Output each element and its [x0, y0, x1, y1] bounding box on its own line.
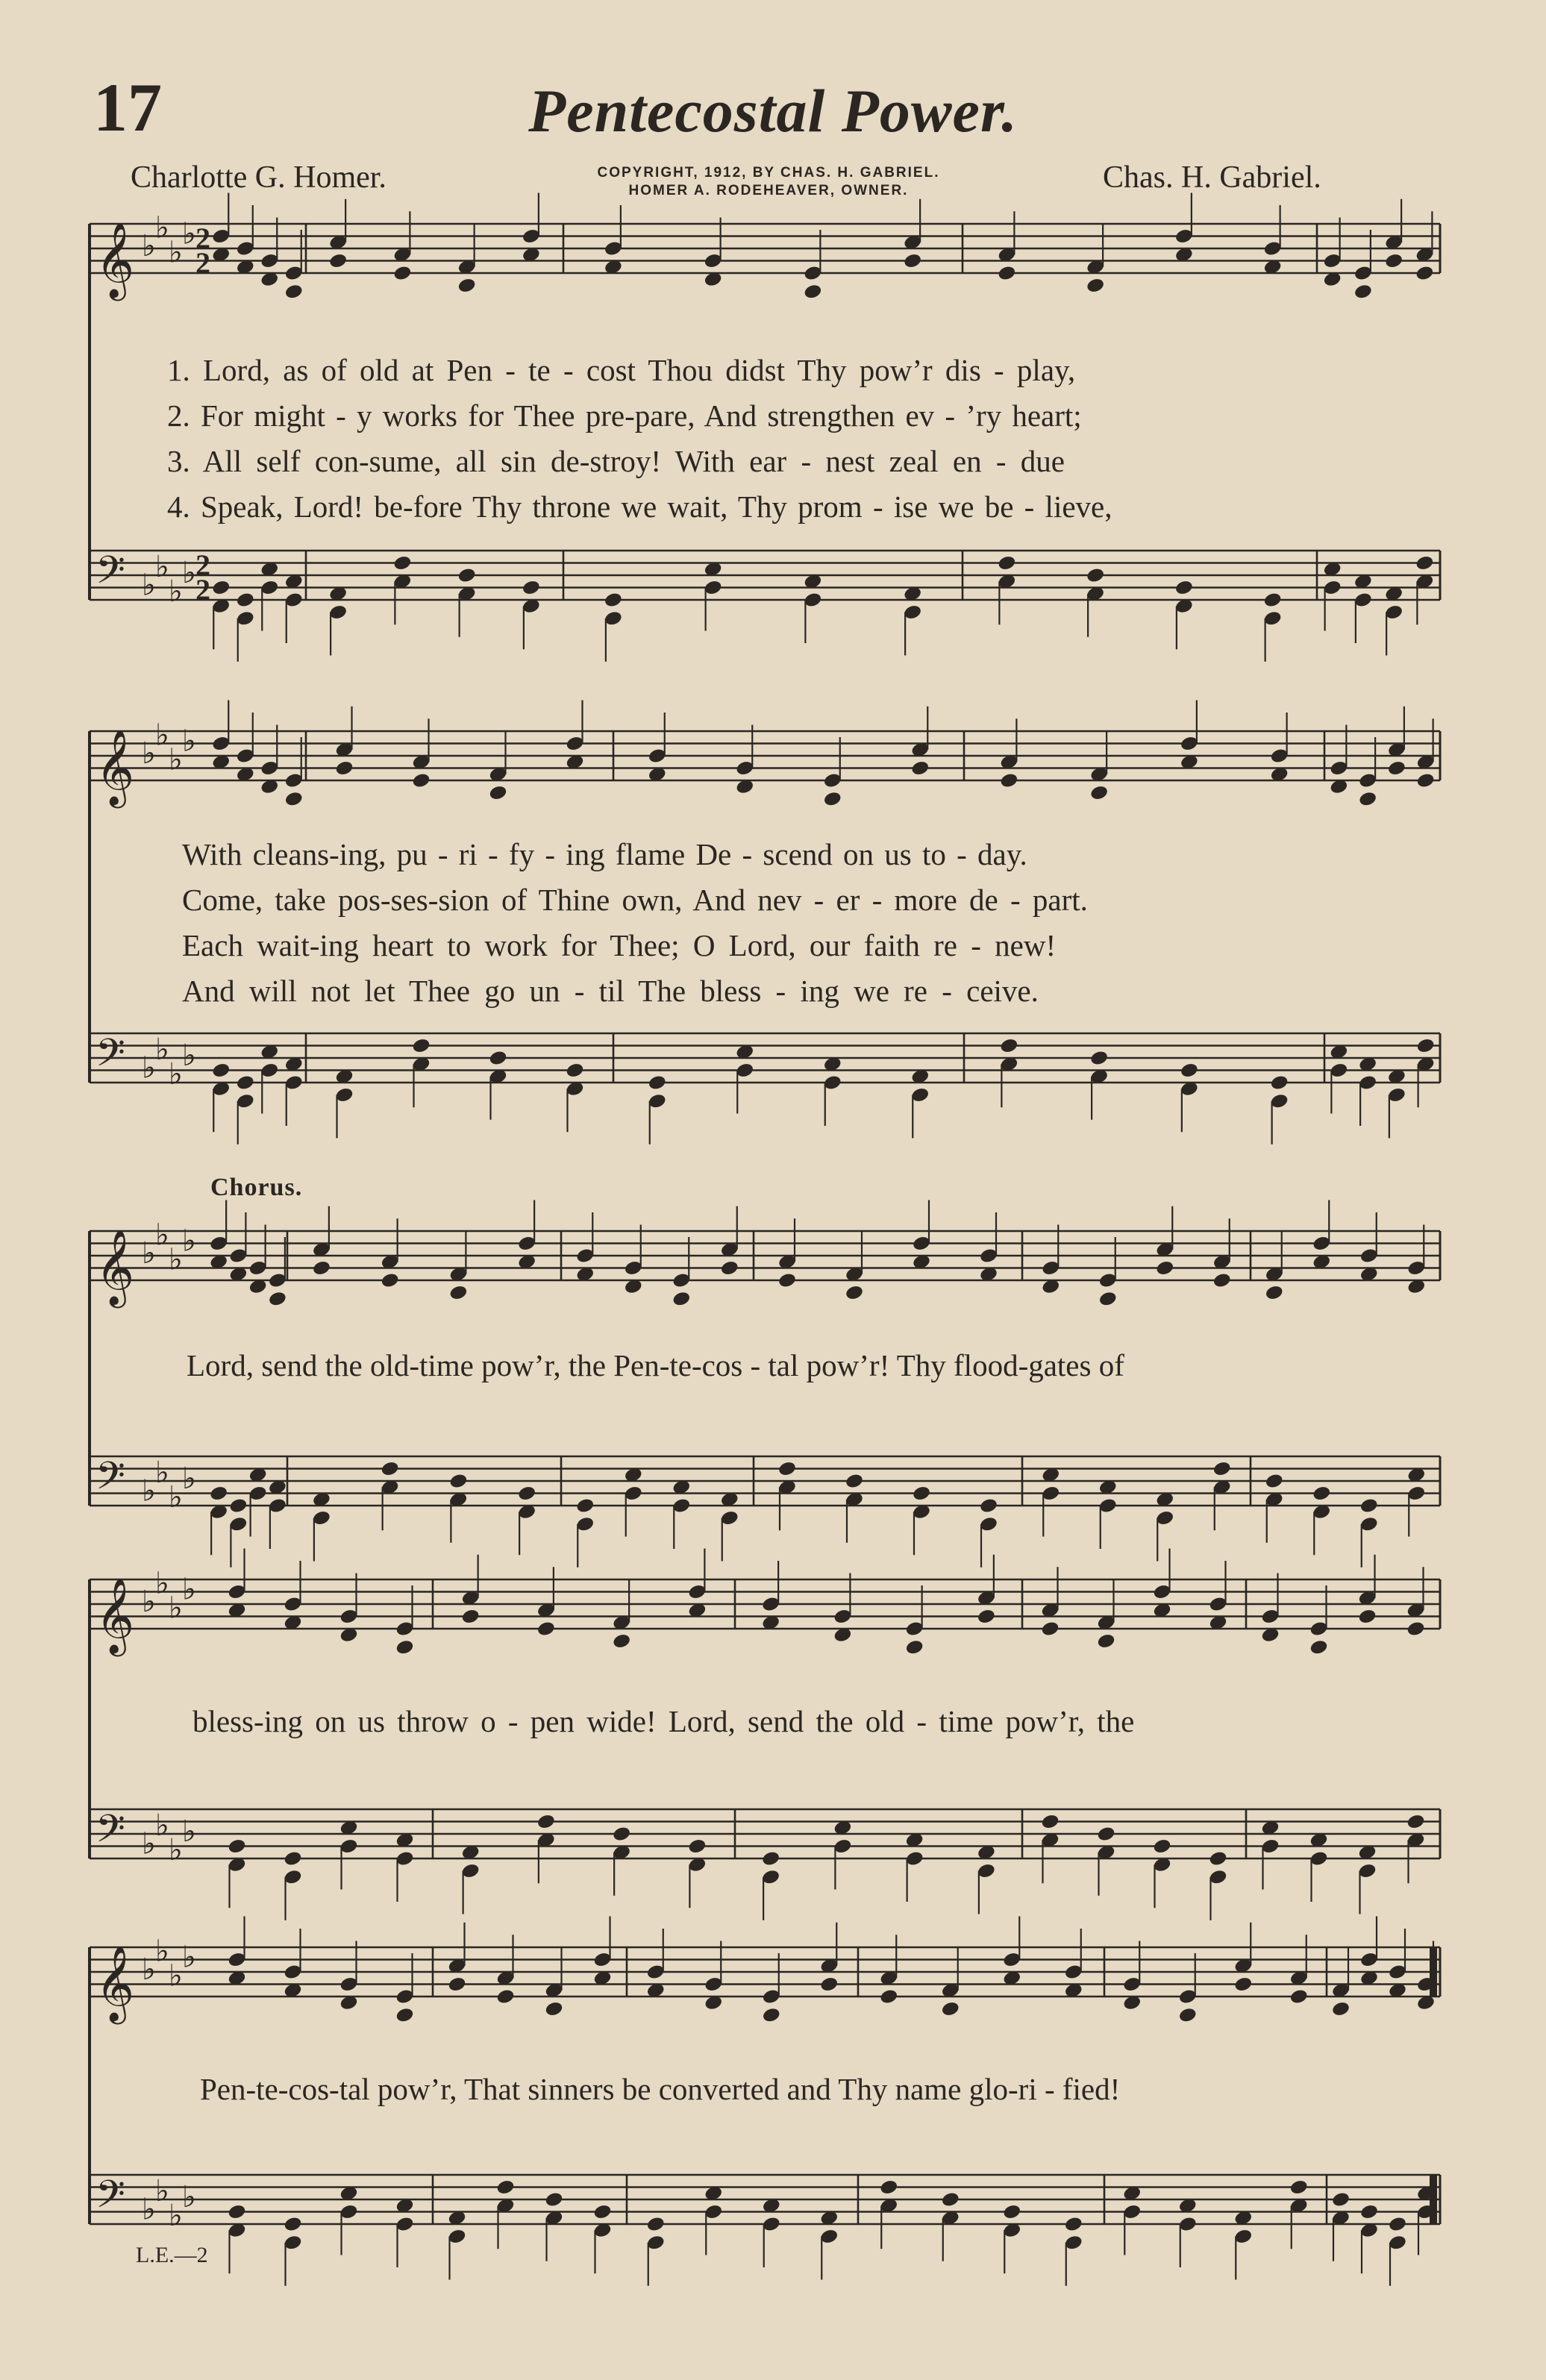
notehead: [1265, 1473, 1284, 1490]
composer-credit: Chas. H. Gabriel.: [1103, 160, 1321, 195]
notehead: [284, 790, 304, 807]
flat-sign-icon: ♭: [182, 1224, 196, 1259]
notehead: [1270, 1074, 1289, 1092]
page-footer: L.E.—2: [136, 2243, 208, 2267]
flat-sign-icon: ♭: [182, 724, 196, 759]
notehead: [819, 1976, 839, 1993]
notehead: [1309, 1638, 1328, 1656]
notehead: [941, 2000, 960, 2017]
notehead: [227, 1838, 246, 1855]
notehead: [268, 1290, 287, 1307]
notehead: [1263, 592, 1283, 609]
notehead: [823, 790, 842, 807]
notehead: [544, 2000, 563, 2017]
copyright-line: COPYRIGHT, 1912, BY CHAS. H. GABRIEL.: [597, 165, 940, 181]
notehead: [1064, 2216, 1083, 2233]
notehead: [777, 1272, 797, 1289]
notehead: [536, 1813, 556, 1830]
notehead: [328, 252, 348, 269]
time-signature: 2: [195, 548, 210, 582]
notehead: [1415, 265, 1434, 282]
verse-3-line-2: Each wait-ing heart to work for Thee; O Lord, our faith re - new!: [182, 928, 1057, 962]
notehead: [903, 252, 922, 269]
flat-sign-icon: ♭: [182, 1572, 196, 1607]
notehead: [592, 2203, 612, 2220]
notehead: [395, 2006, 414, 2023]
flat-sign-icon: ♭: [155, 2173, 169, 2208]
notehead: [941, 2191, 960, 2208]
notehead: [604, 592, 623, 609]
bass-clef-icon: 𝄢: [96, 2171, 125, 2226]
notehead: [1212, 1460, 1232, 1477]
copyright-notice: [522, 164, 1015, 200]
notehead: [411, 772, 431, 789]
verse-4-line-2: And will not let Thee go un - til The bless - ing we re - ceive.: [182, 974, 1039, 1008]
flat-sign-icon: ♭: [142, 1826, 156, 1861]
flat-sign-icon: ♭: [142, 1236, 156, 1271]
time-signature: 2: [195, 573, 210, 607]
notehead: [1098, 1290, 1118, 1307]
final-barline: [1430, 2175, 1437, 2224]
chorus-line-2: bless-ing on us throw o - pen wide! Lord, send the old - time pow’r, the: [193, 1704, 1135, 1738]
flat-sign-icon: ♭: [142, 2192, 156, 2227]
notehead: [1331, 2000, 1351, 2017]
flat-sign-icon: ♭: [182, 1814, 196, 1849]
notehead: [803, 283, 822, 300]
notehead: [488, 1050, 507, 1067]
flat-sign-icon: ♭: [142, 568, 156, 603]
flat-sign-icon: ♭: [169, 1832, 183, 1867]
notehead: [457, 277, 477, 294]
notehead: [997, 554, 1016, 571]
notehead: [1388, 2216, 1407, 2233]
notehead: [1384, 252, 1403, 269]
flat-sign-icon: ♭: [142, 1585, 156, 1619]
hymn-title: Pentecostal Power.: [528, 77, 1018, 145]
chorus-line-1: Lord, send the old-time pow’r, the Pen-te-cos - tal pow’r! Thy flood-gates of: [187, 1348, 1124, 1382]
verse-1-line-2: With cleans-ing, pu - ri - fy - ing flame De - scend on us to - day.: [182, 837, 1027, 871]
notehead: [381, 1460, 400, 1477]
notehead: [777, 1460, 797, 1477]
notehead: [211, 579, 231, 596]
notehead: [845, 1284, 864, 1301]
notehead: [1040, 1620, 1060, 1638]
flat-sign-icon: ♭: [142, 1050, 156, 1086]
notehead: [1387, 760, 1406, 777]
notehead: [979, 1497, 998, 1515]
notehead: [910, 760, 930, 777]
flat-sign-icon: ♭: [155, 1934, 169, 1969]
flat-sign-icon: ♭: [142, 736, 156, 771]
notehead: [575, 1497, 595, 1515]
flat-sign-icon: ♭: [155, 1808, 169, 1843]
notehead: [395, 1638, 414, 1656]
notehead: [544, 2191, 563, 2208]
notehead: [1357, 1608, 1377, 1625]
flat-sign-icon: ♭: [169, 2198, 183, 2233]
notehead: [334, 760, 354, 777]
time-signature: 2: [195, 222, 210, 255]
bass-clef-icon: 𝄢: [96, 1806, 125, 1861]
notehead: [457, 567, 477, 584]
notehead: [1312, 1485, 1331, 1502]
flat-sign-icon: ♭: [155, 549, 169, 584]
notehead: [762, 2006, 781, 2023]
flat-sign-icon: ♭: [155, 1566, 169, 1601]
notehead: [1152, 1838, 1171, 1855]
notehead: [447, 1976, 466, 1993]
bass-clef-icon: 𝄢: [96, 547, 125, 602]
notehead: [905, 1638, 924, 1656]
notehead: [565, 1062, 584, 1079]
notehead: [1208, 1850, 1227, 1867]
treble-clef-icon: 𝄞: [96, 221, 135, 298]
copyright-line: HOMER A. RODEHEAVER, OWNER.: [628, 183, 909, 198]
notehead: [1096, 1826, 1115, 1843]
notehead: [1358, 790, 1377, 807]
notehead: [1289, 1988, 1309, 2005]
flat-sign-icon: ♭: [169, 235, 183, 270]
notehead: [845, 1473, 864, 1490]
notehead: [912, 1485, 931, 1502]
time-signature: 2: [195, 246, 210, 280]
notehead: [1416, 772, 1436, 789]
flat-sign-icon: ♭: [182, 216, 196, 251]
notehead: [522, 579, 541, 596]
notehead: [612, 1632, 631, 1650]
notehead: [495, 2179, 515, 2196]
notehead: [1406, 1620, 1425, 1638]
flat-sign-icon: ♭: [182, 1940, 196, 1975]
notehead: [312, 1259, 331, 1277]
flat-sign-icon: ♭: [155, 718, 169, 753]
notehead: [411, 1037, 431, 1054]
chorus-label: Chorus.: [210, 1174, 303, 1201]
notehead: [1415, 554, 1434, 571]
verse-2-line-1: 2. For might - y works for Thee pre-pare, And strengthen ev - ’ry heart;: [167, 398, 1082, 433]
verse-2-line-2: Come, take pos-ses-sion of Thine own, And nev - er - more de - part.: [182, 883, 1088, 917]
flat-sign-icon: ♭: [155, 1032, 169, 1067]
flat-sign-icon: ♭: [169, 1242, 183, 1277]
verse-4-line-1: 4. Speak, Lord! be-fore Thy throne we wait, Thy prom - ise we be - lieve,: [167, 489, 1112, 524]
notehead: [211, 1062, 231, 1079]
notehead: [1359, 1497, 1379, 1515]
notehead: [495, 1988, 515, 2005]
notehead: [1212, 1272, 1232, 1289]
bass-clef-icon: 𝄢: [96, 1453, 125, 1508]
flat-sign-icon: ♭: [169, 574, 183, 609]
notehead: [448, 1284, 468, 1301]
notehead: [879, 1988, 898, 2005]
flat-sign-icon: ♭: [142, 1952, 156, 1987]
flat-sign-icon: ♭: [182, 1039, 196, 1073]
notehead: [448, 1473, 468, 1490]
notehead: [1174, 579, 1194, 596]
notehead: [461, 1608, 481, 1625]
notehead: [236, 592, 255, 609]
flat-sign-icon: ♭: [169, 1591, 183, 1626]
notehead: [1289, 2179, 1309, 2196]
notehead: [381, 1272, 400, 1289]
notehead: [1096, 1632, 1115, 1650]
notehead: [1416, 1037, 1436, 1054]
notehead: [1359, 2203, 1379, 2220]
notehead: [1040, 1813, 1060, 1830]
notehead: [228, 1497, 248, 1515]
flat-sign-icon: ♭: [155, 210, 169, 245]
author-credit: Charlotte G. Homer.: [131, 160, 386, 195]
notehead: [646, 2216, 666, 2233]
flat-sign-icon: ♭: [169, 742, 183, 777]
verse-3-line-1: 3. All self con-sume, all sin de-stroy! With ear - nest zeal en - due: [167, 444, 1065, 478]
notehead: [1180, 1062, 1199, 1079]
flat-sign-icon: ♭: [182, 1462, 196, 1496]
notehead: [1331, 2191, 1351, 2208]
notehead: [1265, 1284, 1284, 1301]
flat-sign-icon: ♭: [182, 2180, 196, 2214]
notehead: [648, 1074, 667, 1092]
bass-clef-icon: 𝄢: [96, 1030, 125, 1085]
verse-1-line-1: 1. Lord, as of old at Pen - te - cost Thou didst Thy pow’r dis - play,: [167, 353, 1076, 387]
flat-sign-icon: ♭: [169, 1479, 183, 1515]
notehead: [1089, 1050, 1109, 1067]
treble-clef-icon: 𝄞: [96, 728, 135, 805]
flat-sign-icon: ♭: [142, 1474, 156, 1509]
hymn-number: 17: [93, 69, 162, 145]
flat-sign-icon: ♭: [155, 1218, 169, 1253]
notehead: [1002, 2203, 1021, 2220]
notehead: [1406, 1813, 1425, 1830]
notehead: [209, 1485, 228, 1502]
flat-sign-icon: ♭: [142, 229, 156, 263]
notehead: [1353, 283, 1373, 300]
notehead: [997, 265, 1016, 282]
notehead: [1178, 2006, 1198, 2023]
notehead: [720, 1259, 739, 1277]
treble-clef-icon: 𝄞: [96, 1944, 135, 2021]
notehead: [392, 554, 412, 571]
notehead: [879, 2179, 898, 2196]
notehead: [612, 1826, 631, 1843]
notehead: [672, 1290, 691, 1307]
flat-sign-icon: ♭: [182, 556, 196, 590]
chorus-line-3: Pen-te-cos-tal pow’r, That sinners be converted and Thy name glo-ri - fied!: [200, 2072, 1121, 2106]
flat-sign-icon: ♭: [169, 1056, 183, 1092]
notehead: [999, 1037, 1018, 1054]
notehead: [517, 1485, 536, 1502]
notehead: [999, 772, 1018, 789]
flat-sign-icon: ♭: [155, 1455, 169, 1490]
notehead: [1086, 567, 1105, 584]
notehead: [284, 283, 304, 300]
notehead: [687, 1838, 707, 1855]
flat-sign-icon: ♭: [169, 1958, 183, 1994]
notehead: [977, 1608, 996, 1625]
treble-clef-icon: 𝄞: [96, 1576, 135, 1653]
treble-clef-icon: 𝄞: [96, 1228, 135, 1305]
notehead: [236, 1074, 255, 1092]
notehead: [283, 2216, 302, 2233]
notehead: [488, 784, 507, 801]
notehead: [392, 265, 412, 282]
notehead: [761, 1850, 780, 1867]
notehead: [536, 1620, 556, 1638]
notehead: [1155, 1259, 1174, 1277]
notehead: [283, 1850, 302, 1867]
notehead: [1233, 1976, 1253, 1993]
notehead: [1086, 277, 1105, 294]
notehead: [227, 2203, 246, 2220]
notehead: [1089, 784, 1109, 801]
